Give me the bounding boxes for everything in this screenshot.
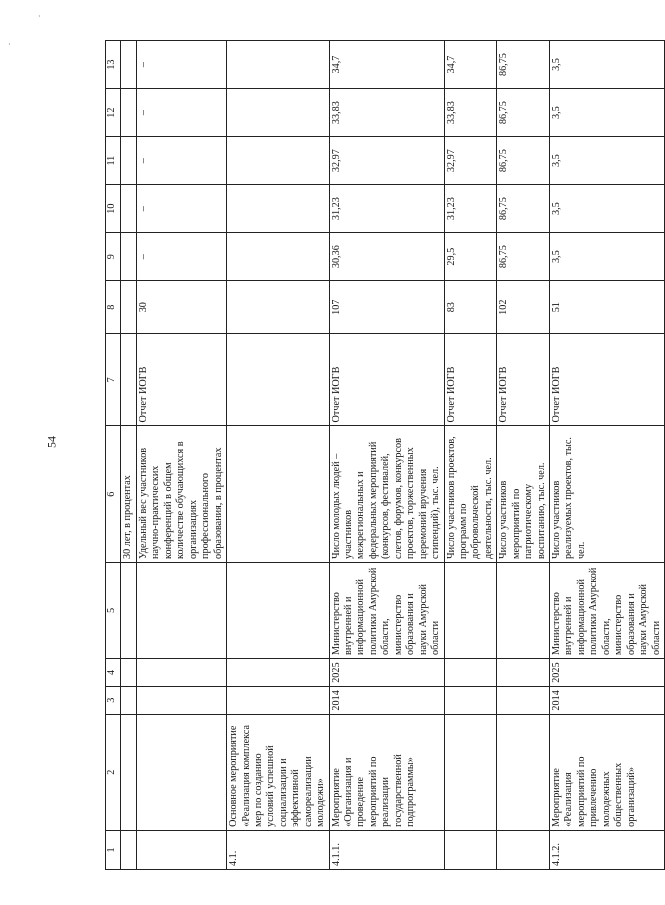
responsible-cell: Министерство внутренней и информационной политики Амурской области, министерство образования и науки Амурской области bbox=[329, 562, 444, 658]
start-year-cell bbox=[497, 686, 550, 714]
source-cell: Отчет ИОГВ bbox=[444, 334, 497, 426]
source-cell bbox=[121, 334, 137, 426]
value-cell bbox=[227, 233, 330, 281]
value-cell: – bbox=[137, 137, 227, 185]
measure-name-cell: Мероприятие «Организация и проведение мероприятий по реализации государственной подпрограммы» bbox=[329, 714, 444, 830]
measure-name-cell: Мероприятие «Реализация мероприятий по привлечению молодежных общественных организаций» bbox=[550, 714, 665, 830]
end-year-cell bbox=[444, 658, 497, 686]
indicator-cell bbox=[227, 426, 330, 562]
start-year-cell bbox=[121, 686, 137, 714]
scan-speck: · bbox=[8, 40, 11, 49]
value-cell: 32,97 bbox=[444, 137, 497, 185]
column-header: 6 bbox=[106, 426, 121, 562]
indicator-cell: Число участников реализуемых проектов, тыс. чел. bbox=[550, 426, 665, 562]
value-cell: – bbox=[137, 233, 227, 281]
value-cell: 107 bbox=[329, 281, 444, 334]
end-year-cell bbox=[227, 658, 330, 686]
source-cell: Отчет ИОГВ bbox=[329, 334, 444, 426]
table-row bbox=[329, 41, 444, 870]
measure-name-cell bbox=[137, 714, 227, 830]
table-row bbox=[497, 41, 550, 870]
value-cell bbox=[121, 185, 137, 233]
responsible-cell bbox=[227, 562, 330, 658]
measure-name-cell bbox=[497, 714, 550, 830]
column-header: 11 bbox=[106, 137, 121, 185]
start-year-cell bbox=[227, 686, 330, 714]
value-cell: 34,7 bbox=[329, 41, 444, 89]
column-header: 4 bbox=[106, 658, 121, 686]
column-header: 1 bbox=[106, 830, 121, 869]
measure-name-cell bbox=[121, 714, 137, 830]
responsible-cell bbox=[137, 562, 227, 658]
value-cell: 83 bbox=[444, 281, 497, 334]
column-header: 7 bbox=[106, 334, 121, 426]
row-number-cell bbox=[497, 830, 550, 869]
value-cell bbox=[227, 137, 330, 185]
responsible-cell bbox=[444, 562, 497, 658]
column-header: 10 bbox=[106, 185, 121, 233]
value-cell: 30,36 bbox=[329, 233, 444, 281]
value-cell: – bbox=[137, 185, 227, 233]
value-cell: 86,75 bbox=[497, 233, 550, 281]
value-cell: 31,23 bbox=[444, 185, 497, 233]
value-cell: 86,75 bbox=[497, 41, 550, 89]
value-cell: 3,5 bbox=[550, 41, 665, 89]
value-cell bbox=[121, 41, 137, 89]
start-year-cell bbox=[137, 686, 227, 714]
value-cell bbox=[121, 137, 137, 185]
rotated-table-container bbox=[105, 40, 662, 870]
table-row bbox=[121, 41, 137, 870]
table-row bbox=[444, 41, 497, 870]
start-year-cell: 2014 bbox=[329, 686, 444, 714]
row-number-cell: 4.1.1. bbox=[329, 830, 444, 869]
start-year-cell: 2014 bbox=[550, 686, 665, 714]
row-number-cell: 4.1. bbox=[227, 830, 330, 869]
value-cell bbox=[227, 89, 330, 137]
value-cell bbox=[121, 281, 137, 334]
column-header: 2 bbox=[106, 714, 121, 830]
responsible-cell bbox=[121, 562, 137, 658]
value-cell: 86,75 bbox=[497, 185, 550, 233]
table-row bbox=[137, 41, 227, 870]
measures-table bbox=[105, 40, 665, 870]
table-row bbox=[227, 41, 330, 870]
value-cell: 3,5 bbox=[550, 233, 665, 281]
value-cell: 33,83 bbox=[329, 89, 444, 137]
page-number: 54 bbox=[44, 436, 59, 448]
value-cell: 86,75 bbox=[497, 137, 550, 185]
column-header: 8 bbox=[106, 281, 121, 334]
row-number-cell bbox=[121, 830, 137, 869]
header-row bbox=[106, 41, 121, 870]
value-cell: 31,23 bbox=[329, 185, 444, 233]
column-header: 5 bbox=[106, 562, 121, 658]
value-cell: 3,5 bbox=[550, 185, 665, 233]
value-cell: 51 bbox=[550, 281, 665, 334]
column-header: 3 bbox=[106, 686, 121, 714]
source-cell bbox=[227, 334, 330, 426]
scan-speck: · bbox=[38, 12, 41, 21]
responsible-cell bbox=[497, 562, 550, 658]
value-cell: – bbox=[137, 89, 227, 137]
column-header: 12 bbox=[106, 89, 121, 137]
value-cell bbox=[121, 233, 137, 281]
row-number-cell: 4.1.2. bbox=[550, 830, 665, 869]
end-year-cell: 2025 bbox=[329, 658, 444, 686]
responsible-cell: Министерство внутренней и информационной политики Амурской области, министерство образования и науки Амурской области bbox=[550, 562, 665, 658]
value-cell: 33,83 bbox=[444, 89, 497, 137]
value-cell: – bbox=[137, 41, 227, 89]
table-row bbox=[550, 41, 665, 870]
value-cell: 34,7 bbox=[444, 41, 497, 89]
value-cell: 29,5 bbox=[444, 233, 497, 281]
indicator-cell: Число участников проектов, программ по добровольческой деятельности, тыс. чел. bbox=[444, 426, 497, 562]
row-number-cell bbox=[444, 830, 497, 869]
start-year-cell bbox=[444, 686, 497, 714]
indicator-cell: Удельный вес участников научно-практических конференций в общем количестве обучающихся в организациях профессионального образования, в процентах bbox=[137, 426, 227, 562]
value-cell bbox=[227, 281, 330, 334]
measure-name-cell: Основное мероприятие «Реализация комплекса мер по созданию условий успешной социализации и эффективной самореализации молодежи» bbox=[227, 714, 330, 830]
value-cell: 32,97 bbox=[329, 137, 444, 185]
indicator-cell: 30 лет, в процентах bbox=[121, 426, 137, 562]
value-cell: 86,75 bbox=[497, 89, 550, 137]
value-cell: 3,5 bbox=[550, 137, 665, 185]
row-number-cell bbox=[137, 830, 227, 869]
value-cell: 30 bbox=[137, 281, 227, 334]
source-cell: Отчет ИОГВ bbox=[550, 334, 665, 426]
source-cell: Отчет ИОГВ bbox=[497, 334, 550, 426]
value-cell bbox=[121, 89, 137, 137]
column-header: 13 bbox=[106, 41, 121, 89]
indicator-cell: Число молодых людей – участников межрегиональных и федеральных мероприятий (конкурсов, фестивалей, слетов, форумов, конкурсов проектов, торжественных церемоний вручения стипендий), тыс. чел. bbox=[329, 426, 444, 562]
end-year-cell bbox=[137, 658, 227, 686]
source-cell: Отчет ИОГВ bbox=[137, 334, 227, 426]
measure-name-cell bbox=[444, 714, 497, 830]
value-cell bbox=[227, 41, 330, 89]
end-year-cell bbox=[121, 658, 137, 686]
column-header: 9 bbox=[106, 233, 121, 281]
value-cell: 3,5 bbox=[550, 89, 665, 137]
value-cell: 102 bbox=[497, 281, 550, 334]
end-year-cell bbox=[497, 658, 550, 686]
indicator-cell: Число участников мероприятий по патриотическому воспитанию, тыс. чел. bbox=[497, 426, 550, 562]
end-year-cell: 2025 bbox=[550, 658, 665, 686]
value-cell bbox=[227, 185, 330, 233]
